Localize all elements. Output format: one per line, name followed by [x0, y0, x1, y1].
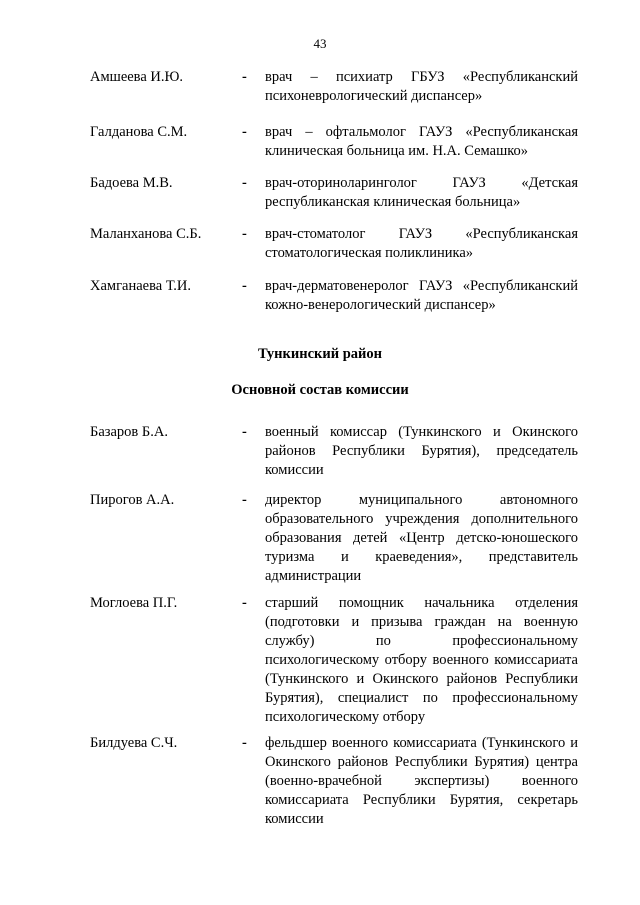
person-name: Галданова С.М.	[90, 124, 188, 140]
dash-separator: -	[242, 124, 247, 140]
person-name: Амшеева И.Ю.	[90, 69, 184, 85]
person-name: Пирогов А.А.	[90, 492, 175, 508]
dash-separator: -	[242, 69, 247, 85]
person-name: Базаров Б.А.	[90, 424, 168, 440]
person-name: Бадоева М.В.	[90, 175, 173, 191]
person-role: врач-оториноларинголог ГАУЗ «Детская республиканская клиническая больница»	[265, 175, 578, 210]
person-role: фельдшер военного комиссариата (Тункинского и Окинского районов Республики Бурятия) центра (военно-врачебной экспертизы) военного комиссариата Республики Бурятия, секретарь комиссии	[265, 735, 578, 827]
person-name: Маланханова С.Б.	[90, 226, 202, 242]
dash-separator: -	[242, 175, 247, 191]
person-role: военный комиссар (Тункинского и Окинского районов Республики Бурятия), председатель комиссии	[265, 424, 578, 478]
person-role: врач-дерматовенеролог ГАУЗ «Республиканский кожно-венерологический диспансер»	[265, 278, 578, 313]
dash-separator: -	[242, 278, 247, 294]
dash-separator: -	[242, 492, 247, 508]
person-role: врач – психиатр ГБУЗ «Республиканский психоневрологический диспансер»	[265, 69, 578, 104]
person-role: врач – офтальмолог ГАУЗ «Республиканская клиническая больница им. Н.А. Семашко»	[265, 124, 578, 159]
person-name: Билдуева С.Ч.	[90, 735, 178, 751]
dash-separator: -	[242, 595, 247, 611]
person-name: Моглоева П.Г.	[90, 595, 178, 611]
person-role: директор муниципального автономного образовательного учреждения дополнительного образования детей «Центр детско-юношеского туризма и краеведения», представитель администрации	[265, 492, 578, 584]
person-name: Хамганаева Т.И.	[90, 278, 191, 294]
person-role: врач-стоматолог ГАУЗ «Республиканская стоматологическая поликлиника»	[265, 226, 578, 261]
district-heading: Тункинский район	[257, 346, 382, 362]
page-number: 43	[313, 36, 327, 51]
dash-separator: -	[242, 735, 247, 751]
commission-heading: Основной состав комиссии	[231, 382, 409, 398]
dash-separator: -	[242, 226, 247, 242]
person-role: старший помощник начальника отделения (подготовки и призыва граждан на военную службу) по профессиональному психологическому отбору военного комиссариата (Тункинского и Окинского районов Республики Бурятия), специалист по профессиональному психологическому отбору	[265, 595, 578, 725]
dash-separator: -	[242, 424, 247, 440]
